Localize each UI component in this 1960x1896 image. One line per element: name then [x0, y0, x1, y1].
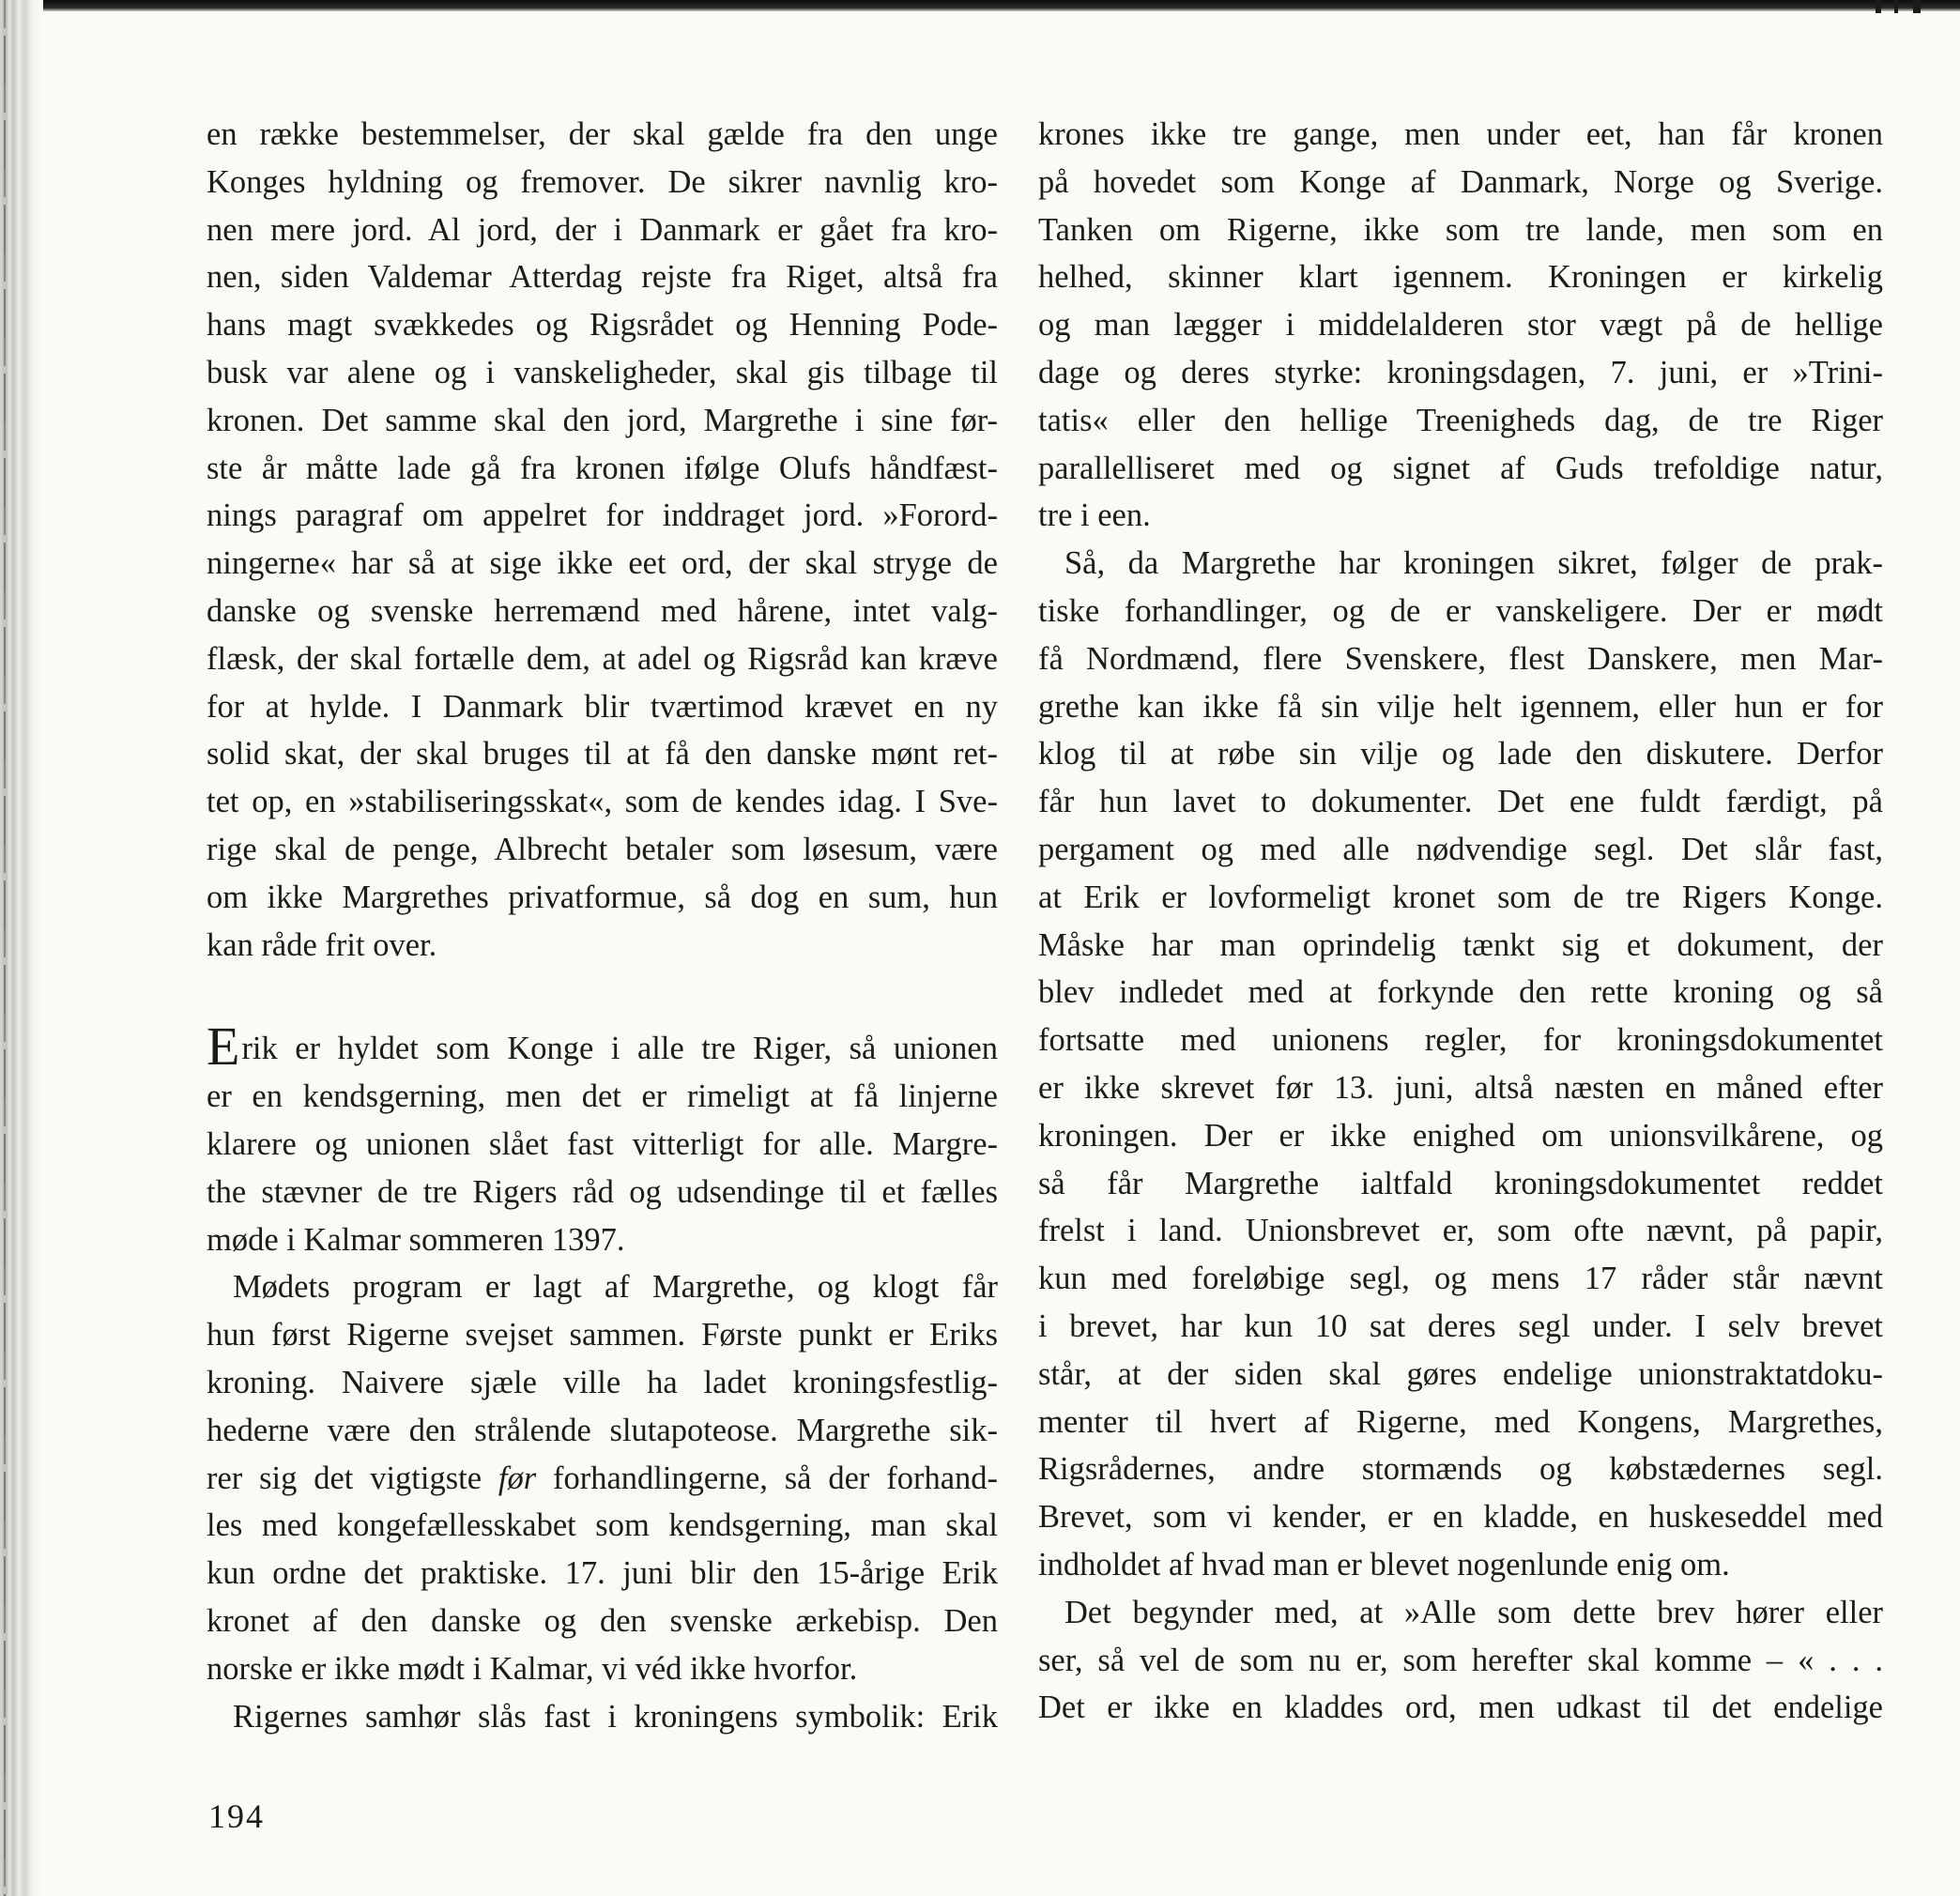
- text-line: får hun lavet to dokumenter. Det ene fuldt færdigt, på: [1038, 784, 1883, 820]
- left-text-column: [207, 111, 998, 1740]
- text-line: står, at der siden skal gøres endelige unionstraktatdoku-: [1038, 1355, 1883, 1392]
- paragraph: [1038, 540, 1883, 1589]
- text-line: Så, da Margrethe har kroningen sikret, følger de prak-: [1064, 545, 1883, 582]
- text-line: frelst i land. Unionsbrevet er, som ofte nævnt, på papir,: [1038, 1213, 1883, 1249]
- text-segment: rer sig det vigtigste: [207, 1460, 498, 1496]
- text-line: parallelliseret med og signet af Guds trefoldige natur,: [1038, 450, 1883, 486]
- text-line: er ikke skrevet før 13. juni, altså næsten en måned efter: [1038, 1069, 1883, 1106]
- text-line: kun ordne det praktiske. 17. juni blir den 15-årige Erik: [207, 1555, 998, 1592]
- text-line: kan råde frit over.: [207, 926, 437, 963]
- text-line: ser, så vel de som nu er, som herefter skal komme – « . . .: [1038, 1642, 1883, 1678]
- paragraph-lines: [207, 1073, 998, 1263]
- text-segment: forhandlingerne, så der forhand-: [536, 1460, 998, 1496]
- text-line-with-italic: [207, 1455, 998, 1503]
- text-line: rige skal de penge, Albrecht betaler som løsesum, være: [207, 831, 998, 867]
- text-line: Det er ikke en kladdes ord, men udkast til det endelige: [1038, 1690, 1883, 1726]
- text-line: norske er ikke mødt i Kalmar, vi véd ikke hvorfor.: [207, 1650, 858, 1687]
- text-line: på hovedet som Konge af Danmark, Norge og Sverige.: [1038, 163, 1883, 200]
- text-line: kun med foreløbige segl, og mens 17 råder står nævnt: [1038, 1261, 1883, 1297]
- text-line: les med kongefællesskabet som kendsgerning, man skal: [207, 1507, 998, 1544]
- text-line: kronet af den danske og den svenske ærkebisp. Den: [207, 1602, 998, 1639]
- text-line: dage og deres styrke: kroningsdagen, 7. juni, er »Trini-: [1038, 354, 1883, 390]
- text-line: ste år måtte lade gå fra kronen ifølge Olufs håndfæst-: [207, 450, 998, 486]
- paragraph: [207, 1693, 998, 1741]
- text-line: nen mere jord. Al jord, der i Danmark er gået fra kro-: [207, 211, 998, 248]
- text-line: busk var alene og i vanskeligheder, skal gis tilbage til: [207, 354, 998, 390]
- text-line: helhed, skinner klart igennem. Kroningen er kirkelig: [1038, 259, 1883, 296]
- italic-word: før: [498, 1460, 537, 1496]
- text-line: ningerne« har så at sige ikke eet ord, der skal stryge de: [207, 545, 998, 582]
- page-top-marks: [1857, 0, 1960, 13]
- text-line: kroningen. Der er ikke enighed om unionsvilkårene, og: [1038, 1117, 1883, 1154]
- text-line: og man lægger i middelalderen stor vægt på de hellige: [1038, 307, 1883, 344]
- text-line: nings paragraf om appelret for inddraget jord. »Forord-: [207, 497, 998, 534]
- text-line: blev indledet med at forkynde den rette kroning og så: [1038, 974, 1883, 1011]
- paragraph-lines: [207, 1502, 998, 1692]
- page-top-shadow: [0, 0, 1960, 11]
- text-line: klarere og unionen slået fast vitterligt for alle. Margre-: [207, 1125, 998, 1162]
- text-line: solid skat, der skal bruges til at få den danske mønt ret-: [207, 736, 998, 772]
- text-line: krones ikke tre gange, men under eet, han får kronen: [1038, 116, 1883, 152]
- section-initial: E: [207, 1025, 240, 1074]
- text-line: tatis« eller den hellige Treenigheds dag, de tre Riger: [1038, 402, 1883, 438]
- text-line: Tanken om Rigerne, ikke som tre lande, men som en: [1038, 211, 1883, 248]
- binding-fold-line: [4, 0, 6, 1896]
- book-binding-edge: [0, 0, 43, 1896]
- paragraph: [207, 1263, 998, 1692]
- text-line: tiske forhandlinger, og de er vanskeligere. Der er mødt: [1038, 592, 1883, 629]
- text-line: at Erik er lovformeligt kronet som de tre Rigers Konge.: [1038, 879, 1883, 915]
- text-line-rest: rik er hyldet som Konge i alle tre Riger, så unionen: [241, 1031, 998, 1067]
- text-line: indholdet af hvad man er blevet nogenlunde enig om.: [1038, 1546, 1730, 1583]
- text-line: Rigernes samhør slås fast i kroningens symbolik: Erik: [233, 1698, 998, 1735]
- text-line: hun først Rigerne svejset sammen. Første punkt er Eriks: [207, 1317, 998, 1353]
- text-line: pergament og med alle nødvendige segl. Det slår fast,: [1038, 831, 1883, 867]
- text-line: så får Margrethe ialtfald kroningsdokumentet reddet: [1038, 1165, 1883, 1201]
- text-line: kronen. Det samme skal den jord, Margrethe i sine før-: [207, 402, 998, 438]
- text-line: for at hylde. I Danmark blir tværtimod krævet en ny: [207, 688, 998, 725]
- text-line: Mødets program er lagt af Margrethe, og klogt får: [233, 1269, 998, 1306]
- text-line: hederne være den strålende slutapoteose. Margrethe sik-: [207, 1412, 998, 1448]
- text-line: grethe kan ikke få sin vilje helt igennem, eller hun er for: [1038, 688, 1883, 725]
- text-line: Konges hyldning og fremover. De sikrer navnlig kro-: [207, 163, 998, 200]
- text-line: Rigsrådernes, andre stormænds og købstædernes segl.: [1038, 1451, 1883, 1488]
- text-line: Måske har man oprindelig tænkt sig et dokument, der: [1038, 926, 1883, 963]
- text-line: kroning. Naivere sjæle ville ha ladet kroningsfestlig-: [207, 1364, 998, 1400]
- text-line: hans magt svækkedes og Rigsrådet og Henning Pode-: [207, 307, 998, 344]
- right-text-column: [1038, 111, 1883, 1732]
- text-line: the stævner de tre Rigers råd og udsendinge til et fælles: [207, 1173, 998, 1210]
- text-line: er en kendsgerning, men det er rimeligt at få linjerne: [207, 1078, 998, 1115]
- paragraph-lines: [207, 1263, 998, 1454]
- text-line: menter til hvert af Rigerne, med Kongens, Margrethes,: [1038, 1403, 1883, 1440]
- paragraph: [1038, 1589, 1883, 1732]
- text-line: få Nordmænd, flere Svenskere, flest Danskere, men Mar-: [1038, 640, 1883, 677]
- text-line: Det begynder med, at »Alle som dette brev hører eller: [1064, 1594, 1883, 1630]
- text-line: i brevet, har kun 10 sat deres segl under. I selv brevet: [1038, 1307, 1883, 1344]
- text-line: en række bestemmelser, der skal gælde fra den unge: [207, 116, 998, 152]
- text-line: flæsk, der skal fortælle dem, at adel og Rigsråd kan kræve: [207, 640, 998, 677]
- text-line: møde i Kalmar sommeren 1397.: [207, 1221, 625, 1258]
- text-line: fortsatte med unionens regler, for kroningsdokumentet: [1038, 1022, 1883, 1059]
- page-number: 194: [208, 1797, 265, 1835]
- section-gap: [207, 969, 998, 1025]
- text-line: tet op, en »stabiliseringsskat«, som de kendes idag. I Sve-: [207, 784, 998, 820]
- text-line: danske og svenske herremænd med hårene, intet valg-: [207, 592, 998, 629]
- text-line: klog til at røbe sin vilje og lade den diskutere. Derfor: [1038, 736, 1883, 772]
- text-line: nen, siden Valdemar Atterdag rejste fra Riget, altså fra: [207, 259, 998, 296]
- paragraph: [207, 111, 998, 969]
- paragraph: [207, 1025, 998, 1263]
- text-line: tre i een.: [1038, 497, 1151, 534]
- text-line: om ikke Margrethes privatformue, så dog en sum, hun: [207, 879, 998, 915]
- paragraph: [1038, 111, 1883, 540]
- text-line: [207, 1025, 998, 1073]
- text-line: Brevet, som vi kender, er en kladde, en huskeseddel med: [1038, 1499, 1883, 1536]
